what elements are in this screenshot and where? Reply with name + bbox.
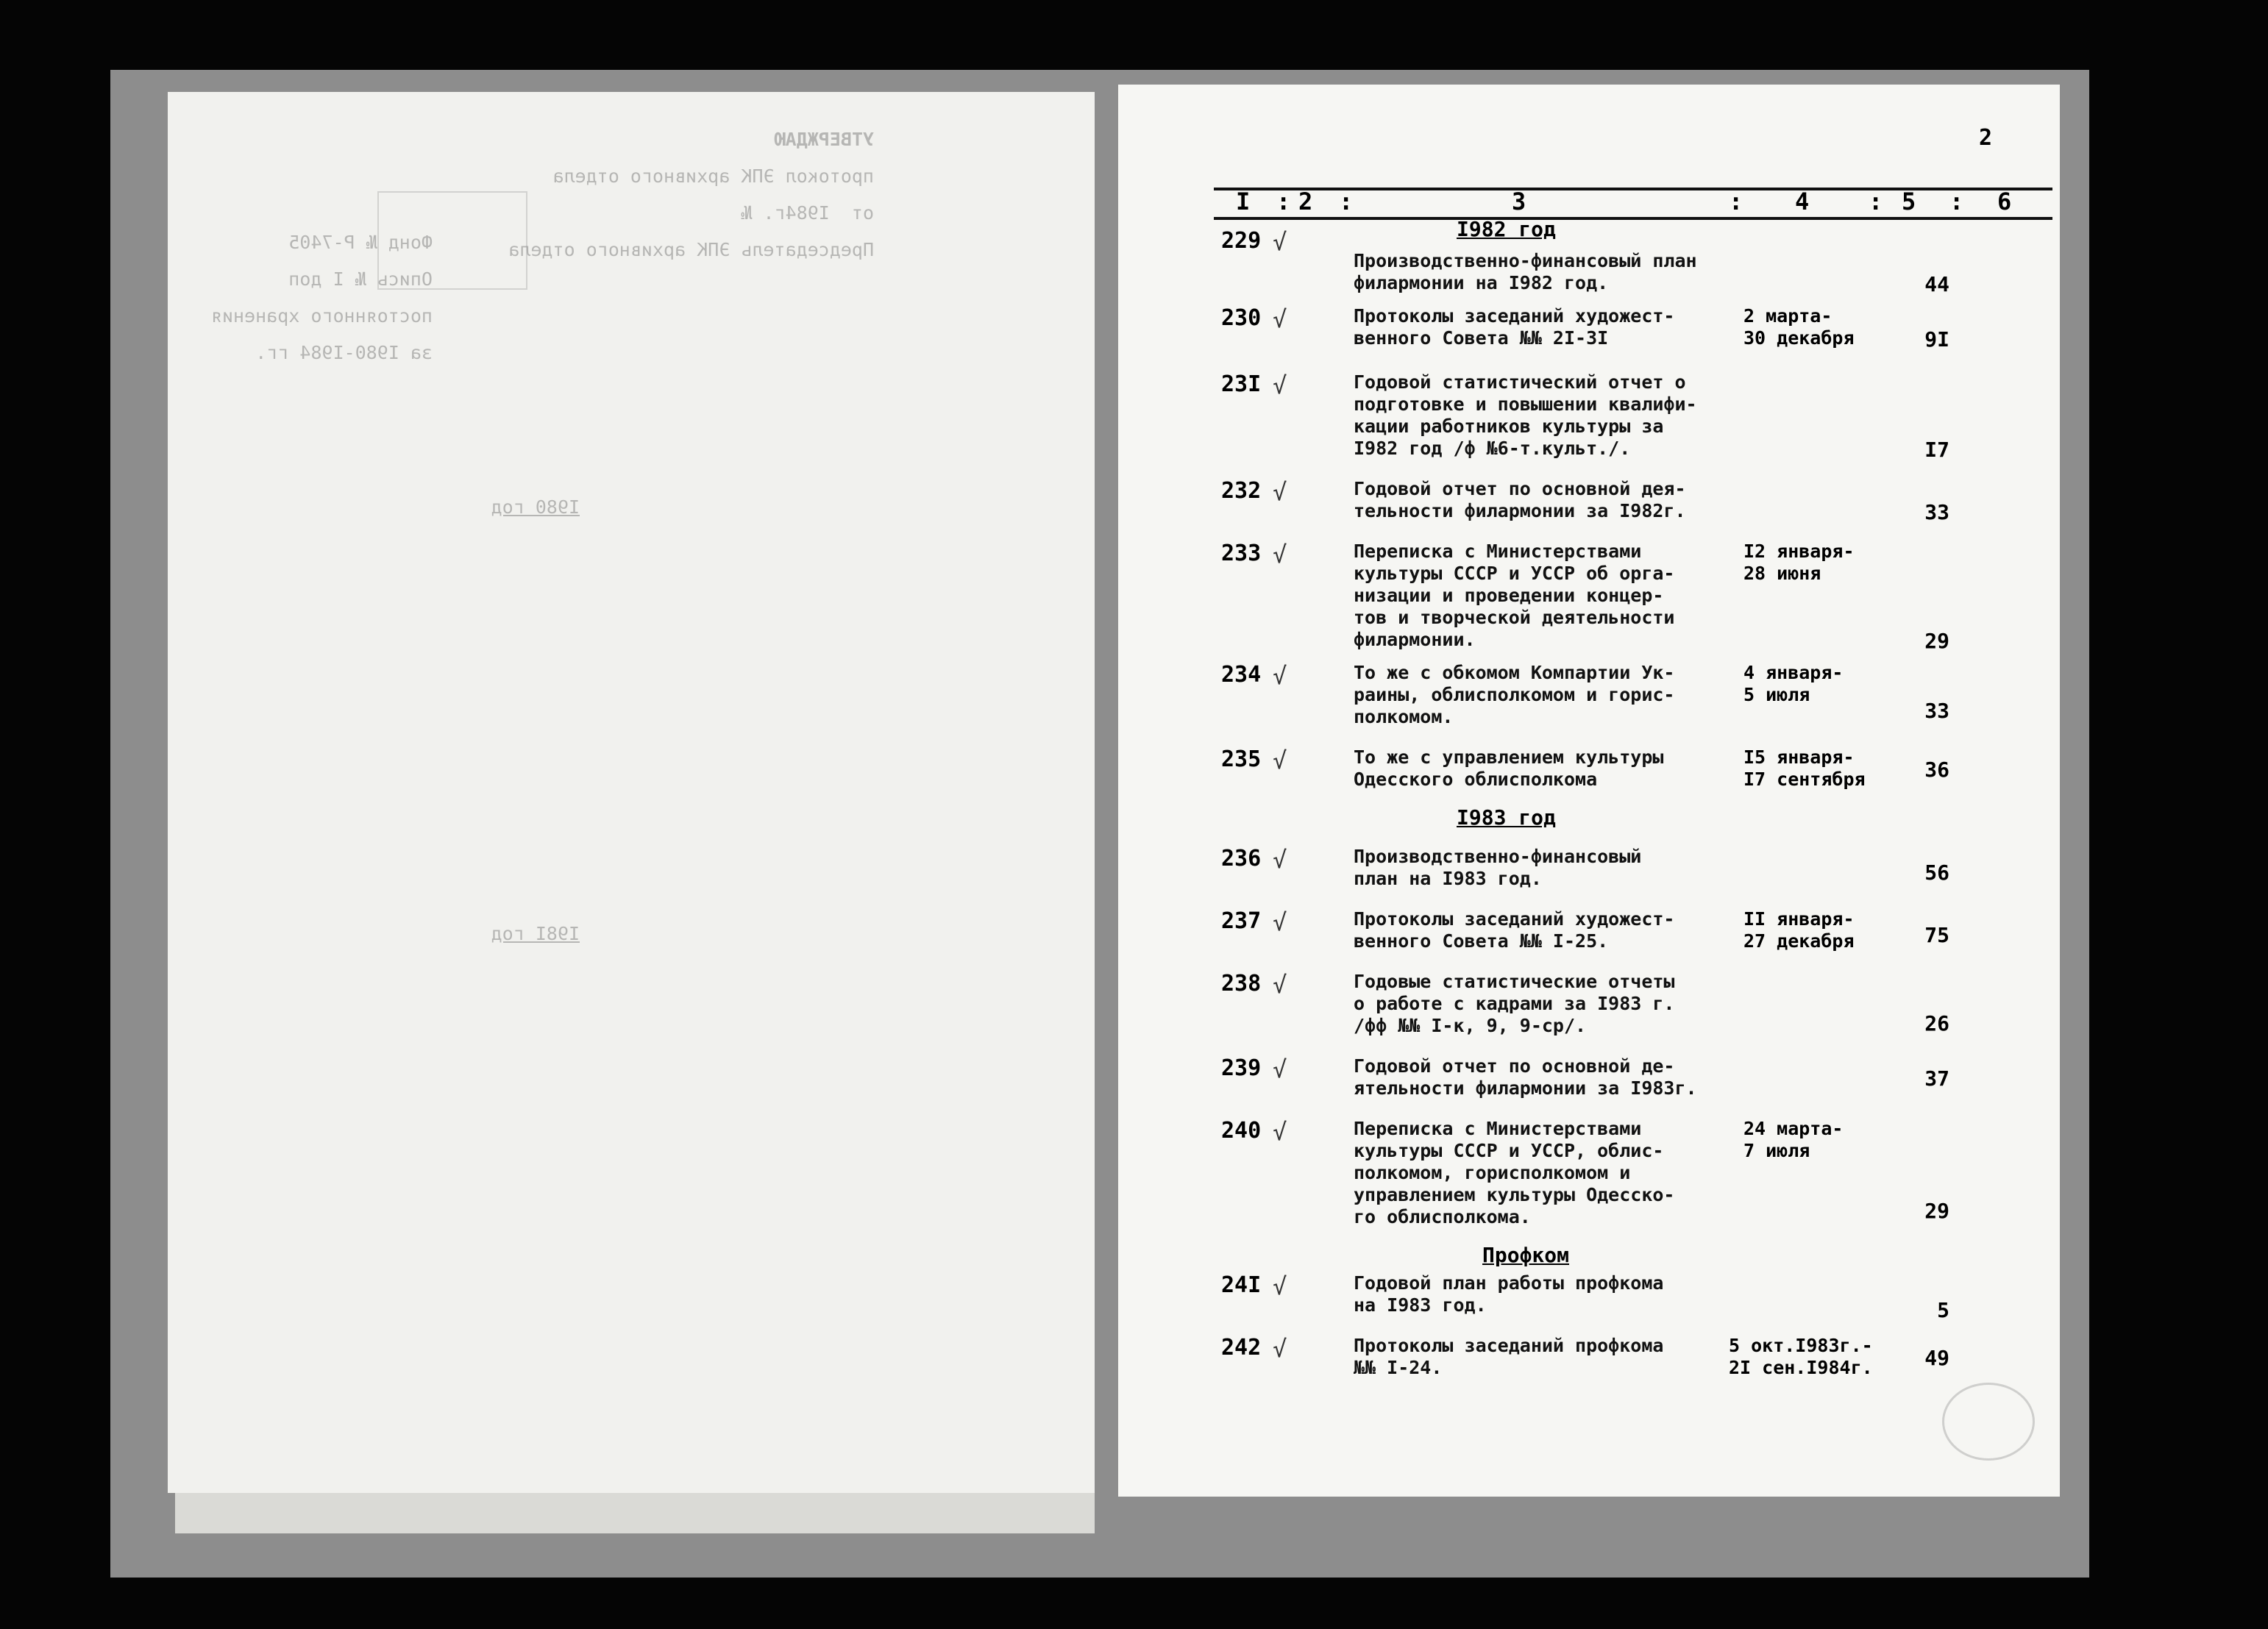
checkmark-icon: √ — [1273, 371, 1287, 399]
faded-signature-mark — [1942, 1383, 2035, 1461]
sheet-count: 29 — [1924, 629, 1949, 653]
bleed-line: I98I год — [491, 923, 580, 944]
checkmark-icon: √ — [1273, 746, 1287, 774]
sheet-count: 36 — [1924, 758, 1949, 782]
sheet-count: 33 — [1924, 699, 1949, 723]
bleed-line: УТВЕРЖДАЮ — [774, 129, 874, 150]
section-heading-profkom: Профком — [1482, 1243, 1570, 1267]
header-rule-bottom — [1214, 217, 2052, 220]
sheet-count: 26 — [1924, 1011, 1949, 1035]
item-dates: 24 марта- 7 июля — [1743, 1118, 1844, 1161]
page-number: 2 — [1979, 125, 1993, 151]
col-sep: : — [1869, 188, 1883, 215]
checkmark-icon: √ — [1273, 1055, 1287, 1083]
faded-stamp — [377, 191, 527, 290]
item-dates: 4 января- 5 июля — [1743, 662, 1844, 705]
item-number: 23I — [1221, 371, 1262, 397]
sheet-count: 56 — [1924, 860, 1949, 885]
bleed-line: Председатель ЭПК архивного отдела — [508, 239, 874, 260]
item-title: Протоколы заседаний художест- венного Совета №№ I-25. — [1354, 908, 1675, 952]
sheet-count: 44 — [1924, 272, 1949, 296]
col-2-header: 2 — [1298, 188, 1313, 215]
sheet-count: 33 — [1924, 500, 1949, 524]
item-dates: 5 окт.I983г.- 2I сен.I984г. — [1729, 1335, 1873, 1378]
sheet-count: 29 — [1924, 1199, 1949, 1223]
col-sep: : — [1339, 188, 1354, 215]
item-title: Годовой статистический отчет о подготовке и повышении квалифи- кации работников культуры за I982 год /ф №6-т.культ./. — [1354, 371, 1697, 459]
item-number: 237 — [1221, 908, 1262, 934]
bleed-line: Опись № I доп — [288, 268, 433, 290]
item-dates: I2 января- 28 июня — [1743, 541, 1855, 584]
item-number: 239 — [1221, 1055, 1262, 1081]
bleed-line: I980 год — [491, 496, 580, 518]
bleed-line: постоянного хранения — [210, 305, 433, 327]
sheet-count: 49 — [1924, 1346, 1949, 1370]
col-3-header: 3 — [1512, 188, 1526, 215]
item-title: То же с обкомом Компартии Ук- раины, облисполкомом и горис- полкомом. — [1354, 662, 1675, 727]
item-dates: I5 января- I7 сентября — [1743, 746, 1866, 790]
bleed-line: протокол ЭПК архивного отдела — [552, 165, 874, 187]
item-title: Протоколы заседаний художест- венного Совета №№ 2I-3I — [1354, 305, 1675, 349]
section-heading-1982: I982 год — [1457, 217, 1556, 241]
item-title: Производственно-финансовый план филармонии на I982 год. — [1354, 250, 1697, 293]
item-dates: II января- 27 декабря — [1743, 908, 1855, 952]
item-dates: 2 марта- 30 декабря — [1743, 305, 1855, 349]
sheet-count: I7 — [1924, 438, 1949, 462]
checkmark-icon: √ — [1273, 305, 1287, 333]
item-number: 236 — [1221, 846, 1262, 871]
checkmark-icon: √ — [1273, 971, 1287, 999]
item-number: 242 — [1221, 1335, 1262, 1361]
item-number: 234 — [1221, 662, 1262, 688]
item-title: Протоколы заседаний профкома №№ I-24. — [1354, 1335, 1664, 1378]
item-title: Производственно-финансовый план на I983 год. — [1354, 846, 1642, 889]
item-title: Годовой отчет по основной дея- тельности филармонии за I982г. — [1354, 478, 1686, 521]
col-sep: : — [1949, 188, 1964, 215]
col-4-header: 4 — [1795, 188, 1810, 215]
checkmark-icon: √ — [1273, 1272, 1287, 1300]
item-title: Годовой план работы профкома на I983 год. — [1354, 1272, 1664, 1316]
col-1-header: I — [1236, 188, 1251, 215]
item-number: 229 — [1221, 228, 1262, 254]
checkmark-icon: √ — [1273, 541, 1287, 568]
checkmark-icon: √ — [1273, 908, 1287, 936]
item-number: 238 — [1221, 971, 1262, 997]
sheet-count: 37 — [1924, 1066, 1949, 1091]
sheet-count: 5 — [1937, 1298, 1949, 1322]
checkmark-icon: √ — [1273, 846, 1287, 874]
bleed-line: от I984г. № — [741, 202, 874, 224]
col-6-header: 6 — [1997, 188, 2012, 215]
sheet-count: 75 — [1924, 923, 1949, 947]
item-number: 240 — [1221, 1118, 1262, 1144]
bleed-line: за I980-I984 гг. — [255, 342, 433, 363]
col-sep: : — [1729, 188, 1743, 215]
col-5-header: 5 — [1902, 188, 1916, 215]
section-heading-1983: I983 год — [1457, 805, 1556, 830]
left-page — [168, 92, 1095, 1493]
checkmark-icon: √ — [1273, 662, 1287, 690]
item-title: Годовые статистические отчеты о работе с кадрами за I983 г. /фф №№ I-к, 9, 9-ср/. — [1354, 971, 1675, 1036]
checkmark-icon: √ — [1273, 1335, 1287, 1363]
bleed-through-text — [168, 92, 1095, 1493]
item-title: Годовой отчет по основной де- ятельности филармонии за I983г. — [1354, 1055, 1697, 1099]
sheet-count: 9I — [1924, 327, 1949, 352]
item-number: 232 — [1221, 478, 1262, 504]
item-title: То же с управлением культуры Одесского облисполкома — [1354, 746, 1664, 790]
item-number: 230 — [1221, 305, 1262, 331]
checkmark-icon: √ — [1273, 478, 1287, 506]
item-number: 24I — [1221, 1272, 1262, 1298]
item-number: 233 — [1221, 541, 1262, 566]
item-number: 235 — [1221, 746, 1262, 772]
col-sep: : — [1276, 188, 1291, 215]
bleed-line: Фонд № Р-7405 — [288, 232, 433, 253]
right-page — [1118, 85, 2060, 1497]
checkmark-icon: √ — [1273, 1118, 1287, 1146]
item-title: Переписка с Министерствами культуры СССР и УССР, облис- полкомом, горисполкомом и управлением культуры Одесско- го облисполкома. — [1354, 1118, 1675, 1227]
item-title: Переписка с Министерствами культуры СССР и УССР об орга- низации и проведении концер- тов и творческой деятельности филармонии. — [1354, 541, 1675, 650]
checkmark-icon: √ — [1273, 228, 1287, 256]
